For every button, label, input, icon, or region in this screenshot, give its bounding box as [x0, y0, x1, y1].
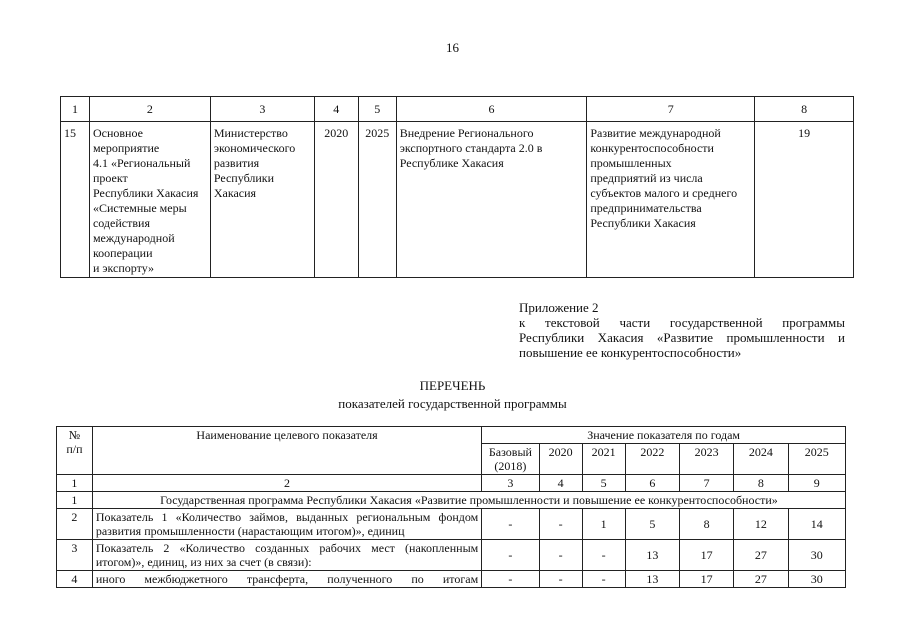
indicator-value: 17	[679, 540, 733, 571]
column-number: 1	[57, 475, 93, 492]
text-line: Основное	[92, 126, 143, 140]
row-number: 2	[57, 509, 93, 540]
column-number: 4	[539, 475, 582, 492]
table-row	[57, 571, 846, 588]
event-name-cell	[89, 122, 210, 278]
header-cell: 2	[89, 97, 210, 122]
text-line: предприятий из числа	[590, 171, 703, 185]
num-header: № п/п	[57, 427, 93, 475]
text-line: Развитие международной	[590, 126, 721, 140]
indicator-name: Показатель 1 «Количество займов, выданных региональным фондом развития промышленности (нарастающим итогом)», единиц	[92, 509, 481, 540]
indicator-name: Показатель 2 «Количество созданных рабочих мест (накопленным итогом)», единиц, из них за счет (в связи):	[92, 540, 481, 571]
indicator-value: 13	[625, 540, 679, 571]
link-cell	[587, 122, 755, 278]
text-line: предпринимательства	[590, 201, 702, 215]
text-line: конкурентоспособности	[590, 141, 714, 155]
events-table	[60, 96, 854, 278]
column-number: 3	[482, 475, 539, 492]
header-cell: 8	[755, 97, 854, 122]
indicator-value: -	[539, 571, 582, 588]
text-line: развития	[213, 156, 260, 170]
document-subtitle: показателей государственной программы	[338, 396, 567, 411]
indicator-value: 14	[788, 509, 845, 540]
year-header: 2024	[734, 444, 788, 475]
text-line: Республики Хакасия	[590, 216, 696, 230]
appendix-note	[519, 300, 845, 360]
text-line: содействия	[92, 216, 150, 230]
text-line: Республике Хакасия	[399, 156, 504, 170]
document-title: ПЕРЕЧЕНЬ	[419, 378, 486, 393]
column-number: 7	[679, 475, 733, 492]
text-line: «Системные меры	[92, 201, 187, 215]
executor-cell	[210, 122, 314, 278]
indicator-value: 27	[734, 571, 788, 588]
name-header: Наименование целевого показателя	[92, 427, 481, 475]
indicator-value: -	[482, 509, 539, 540]
text-line: Республики Хакасия	[92, 186, 199, 200]
text-line: 4.1 «Региональный	[92, 156, 191, 170]
table-header-row	[57, 427, 846, 444]
column-number: 6	[625, 475, 679, 492]
appendix-line: Республики Хакасия «Развитие промышленности и	[519, 330, 845, 345]
appendix-line: Приложение 2	[519, 300, 599, 315]
text-line: экспортного стандарта 2.0 в	[399, 141, 543, 155]
indicator-value: 12	[734, 509, 788, 540]
indicator-value: 17	[679, 571, 733, 588]
indicator-value: 1	[582, 509, 625, 540]
result-cell	[396, 122, 587, 278]
start-year: 2020	[314, 122, 358, 278]
text-line: Внедрение Регионального	[399, 126, 534, 140]
end-year: 2025	[358, 122, 396, 278]
year-header: 2020	[539, 444, 582, 475]
indicator-value: 27	[734, 540, 788, 571]
header-cell: 3	[210, 97, 314, 122]
header-cell: 7	[587, 97, 755, 122]
page-number: 16	[446, 40, 459, 55]
values-group-header: Значение показателя по годам	[482, 427, 846, 444]
text-line: и экспорту»	[92, 261, 155, 275]
indicator-value: -	[582, 540, 625, 571]
text-line: субъектов малого и среднего	[590, 186, 738, 200]
appendix-line: повышение ее конкурентоспособности»	[519, 345, 742, 360]
text-line: мероприятие	[92, 141, 160, 155]
indicator-cell: 19	[755, 122, 854, 278]
column-number-row	[57, 475, 846, 492]
year-header: Базовый (2018)	[482, 444, 539, 475]
indicators-table	[56, 426, 846, 588]
header-cell: 4	[314, 97, 358, 122]
program-name: Государственная программа Республики Хакасия «Развитие промышленности и повышение ее конкурентоспособности»	[92, 492, 845, 509]
table-row	[57, 492, 846, 509]
row-number: 15	[61, 122, 90, 278]
indicator-value: -	[582, 571, 625, 588]
year-header: 2025	[788, 444, 845, 475]
indicator-value: 30	[788, 540, 845, 571]
column-number: 5	[582, 475, 625, 492]
indicator-value: -	[539, 540, 582, 571]
indicator-value: -	[539, 509, 582, 540]
text-line: промышленных	[590, 156, 672, 170]
indicator-name: иного межбюджетного трансферта, полученного по итогам	[95, 572, 479, 586]
row-number: 4	[57, 571, 93, 588]
column-number: 9	[788, 475, 845, 492]
header-cell: 5	[358, 97, 396, 122]
indicator-value: 5	[625, 509, 679, 540]
appendix-line: к текстовой части государственной программы	[519, 315, 845, 330]
text-line: Хакасия	[213, 186, 257, 200]
header-cell: 1	[61, 97, 90, 122]
table-row	[57, 540, 846, 571]
indicator-value: -	[482, 540, 539, 571]
row-number: 3	[57, 540, 93, 571]
table-row	[61, 122, 854, 278]
indicator-value: -	[482, 571, 539, 588]
column-number: 2	[92, 475, 481, 492]
column-number: 8	[734, 475, 788, 492]
text-line: Министерство	[213, 126, 288, 140]
indicator-value: 8	[679, 509, 733, 540]
text-line: кооперации	[92, 246, 153, 260]
text-line: международной	[92, 231, 175, 245]
indicator-value: 13	[625, 571, 679, 588]
indicator-value: 30	[788, 571, 845, 588]
text-line: экономического	[213, 141, 296, 155]
header-cell: 6	[396, 97, 587, 122]
table-row	[57, 509, 846, 540]
row-number: 1	[57, 492, 93, 509]
text-line: Республики	[213, 171, 275, 185]
text-line: проект	[92, 171, 128, 185]
year-header: 2022	[625, 444, 679, 475]
year-header: 2023	[679, 444, 733, 475]
indicator-name-cell	[92, 571, 481, 588]
year-header: 2021	[582, 444, 625, 475]
table-header-row	[61, 97, 854, 122]
